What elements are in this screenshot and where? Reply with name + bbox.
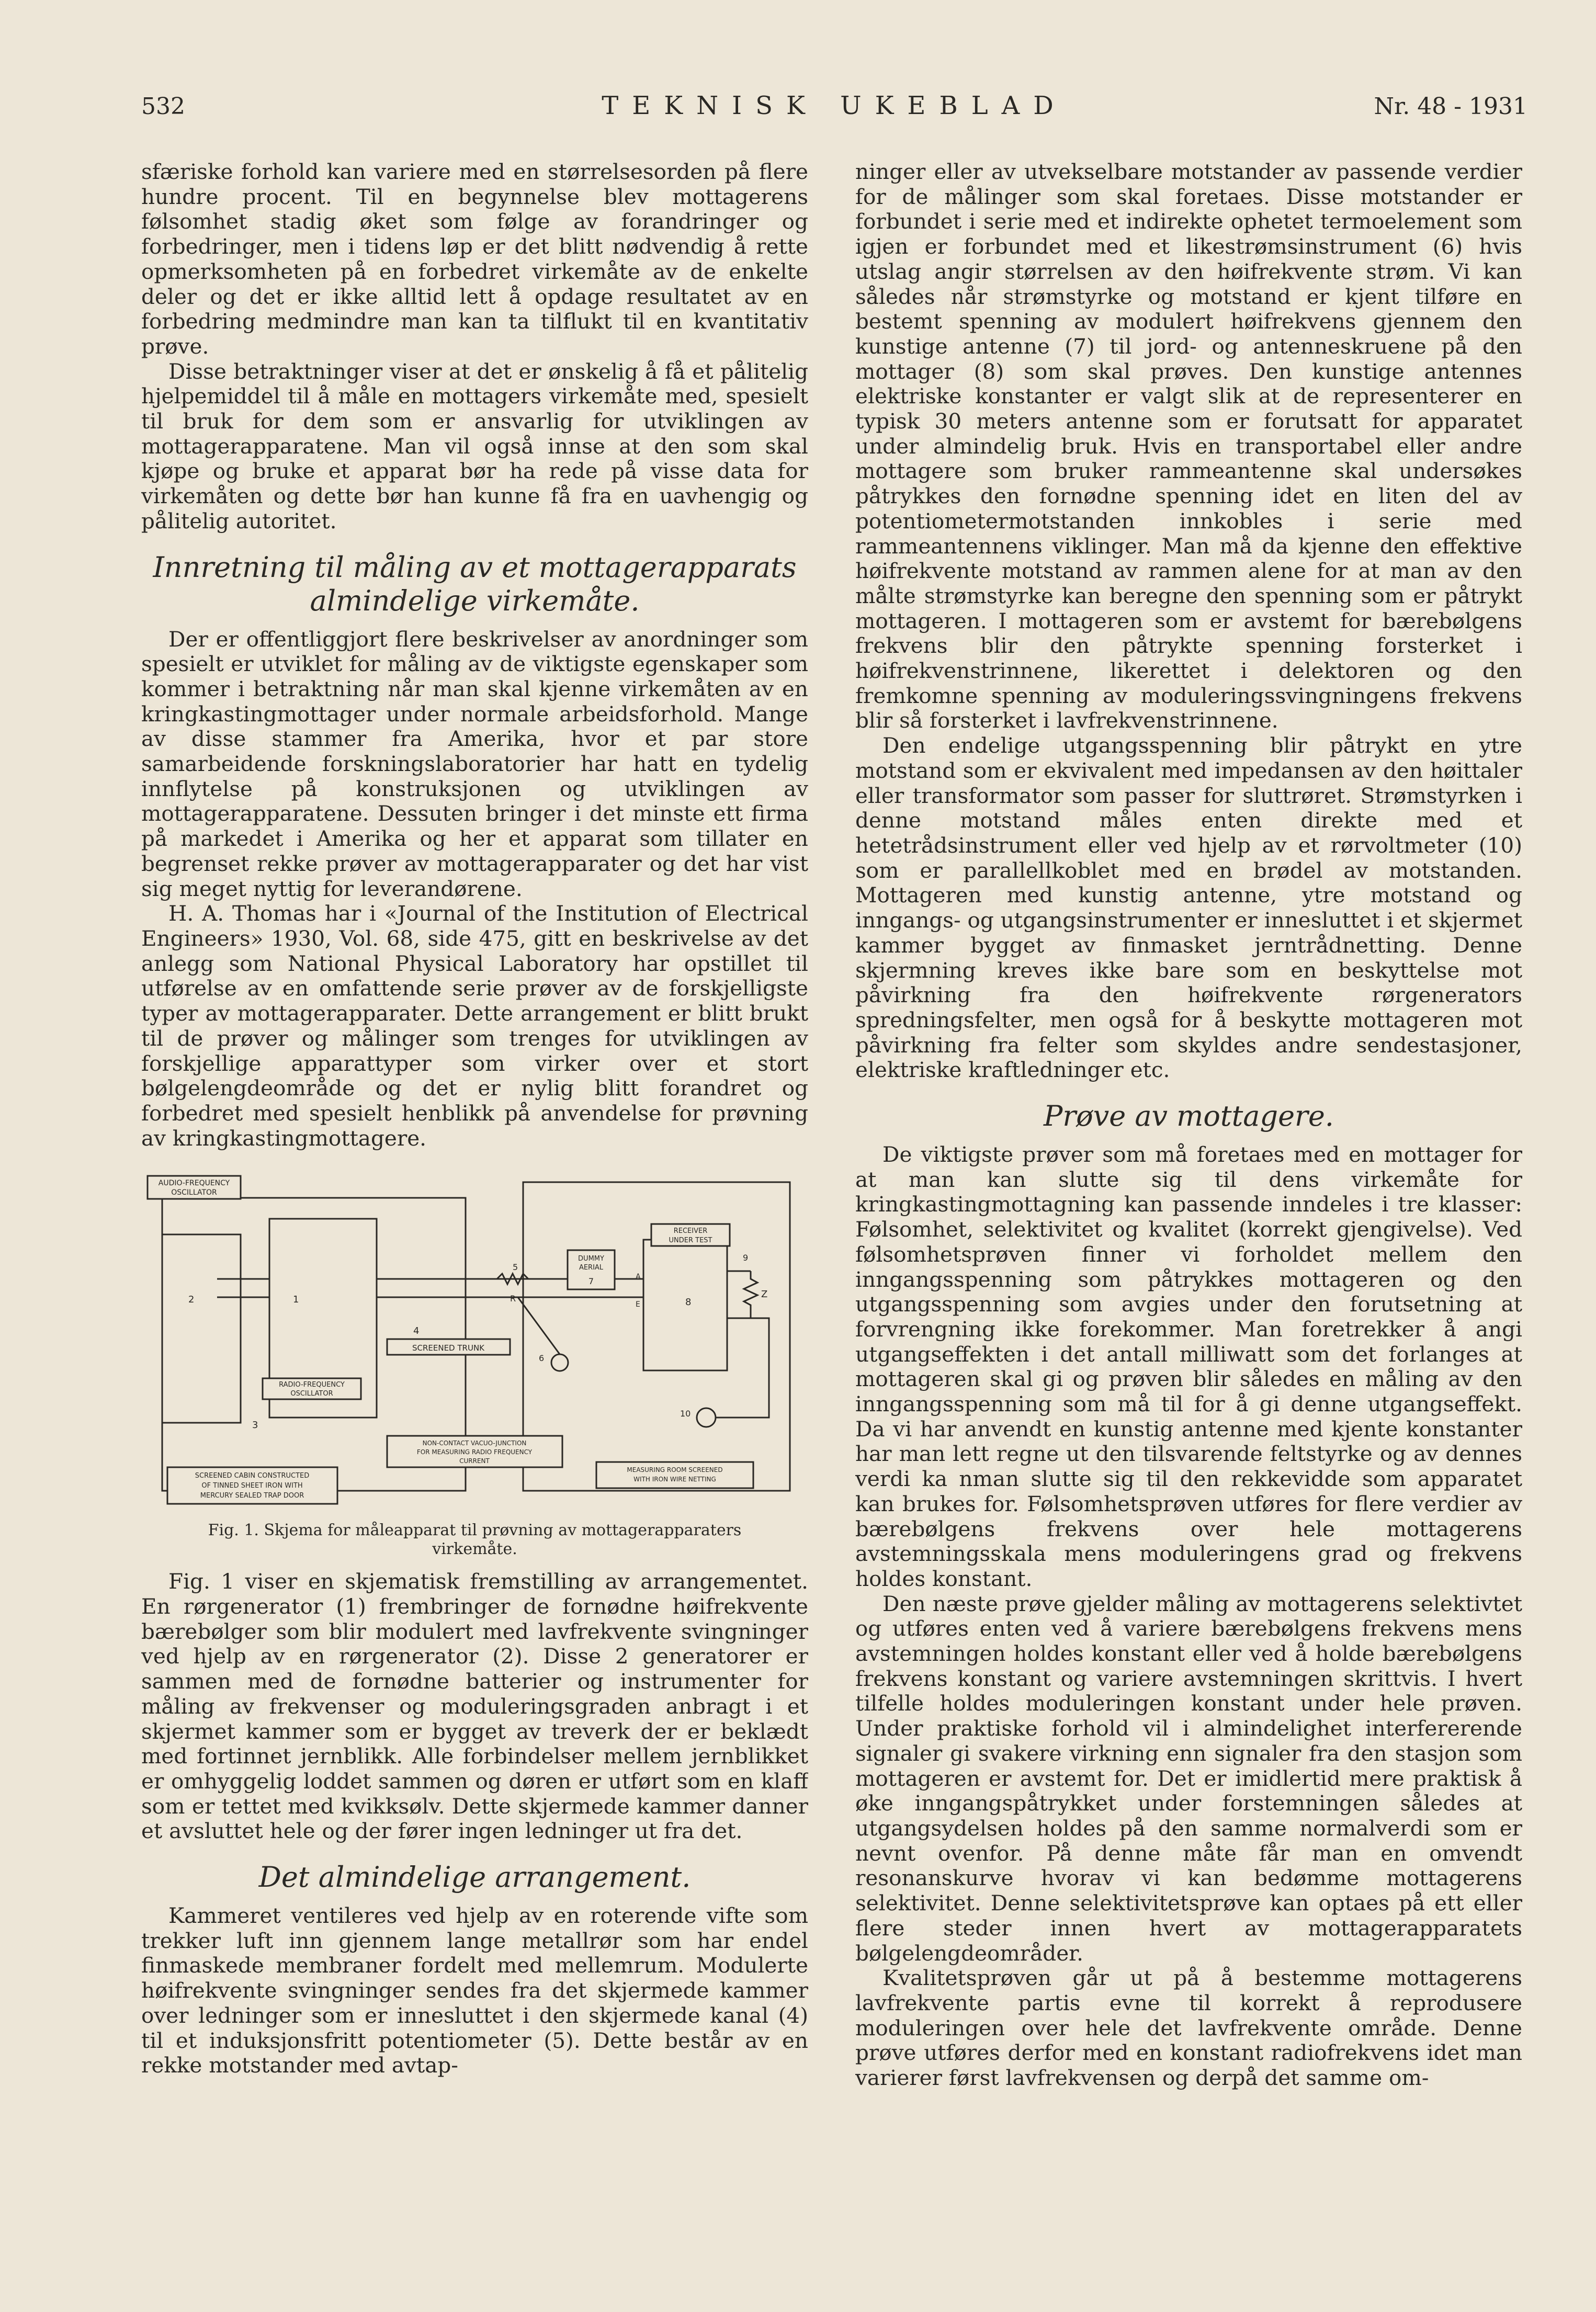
room-label: MEASURING ROOM SCREENED bbox=[627, 1466, 723, 1474]
label-9: 9 bbox=[743, 1253, 749, 1263]
right-column bbox=[855, 160, 1522, 2278]
label-1: 1 bbox=[293, 1294, 299, 1306]
dummy-aerial-label: DUMMY bbox=[578, 1255, 604, 1263]
paragraph: H. A. Thomas har i «Journal of the Institution of Electrical Engineers» 1930, Vol. 68, side 475, gitt en beskrivelse av det anlegg som National Physical Laboratory har opstillet til utførelse av en omfattende serie prøver av de forskjelligste typer av mottagerapparater. Dette arrangement er blitt brukt til de prøver og målinger som trenges for utviklingen av forskjellige apparattyper som virker over et stort bølgelengdeområde og det er nylig blitt forandret og forbedret med spesielt henblikk på anvendelse for prøvning av kringkastingmottagere. bbox=[141, 901, 808, 1151]
section-heading: Det almindelige arrangement. bbox=[258, 1861, 691, 1894]
paragraph: Kammeret ventileres ved hjelp av en roterende vifte som trekker luft inn gjennem lange metallrør som har endel finmaskede membraner fordelt med mellemrum. Modulerte høifrekvente svingninger sendes fra det skjermede kammer over ledninger som er innesluttet i den skjermede kanal (4) til et induksjonsfritt potentiometer (5). Dette består av en rekke motstander med avtap- bbox=[141, 1903, 808, 2078]
potentiometer-label: NON-CONTACT VACUO-JUNCTION bbox=[422, 1440, 527, 1447]
cabin-label: SCREENED CABIN CONSTRUCTED bbox=[195, 1472, 310, 1480]
left-column bbox=[141, 160, 808, 2278]
paragraph: sfæriske forhold kan variere med en størrelsesorden på flere hundre procent. Til en begynnelse blev mottagerens følsomhet stadig øket som følge av forandringer og forbedringer, men i tidens løp er det blitt nødvendig å rette opmerksomheten på en forbedret virkemåte av de enkelte deler og det er ikke alltid lett å opdage resultatet av en forbedring medmindre man kan ta tilflukt til en kvantitativ prøve. bbox=[141, 160, 808, 359]
audio-oscillator-label: AUDIO-FREQUENCY bbox=[158, 1179, 230, 1188]
label-3: 3 bbox=[252, 1420, 258, 1431]
journal-title: TEKNISK UKEBLAD bbox=[602, 91, 1067, 120]
paragraph: ninger eller av utvekselbare motstander av passende verdier for de målinger som skal foretaes. Disse motstander er forbundet i serie med et indirekte ophetet termoelement som igjen er forbundet med et likestrømsinstrument (6) hvis utslag angir størrelsen av den høifrekvente strøm. Vi kan således når strømstyrke og motstand er kjent tilføre en bestemt spenning av modulert høifrekvens gjennem den kunstige antenne (7) til jord- og antenneskruene på den mottager (8) som skal prøves. Den kunstige antennes elektriske konstanter er valgt slik at de representerer en typisk 30 meters antenne som er forutsatt for apparatet under almindelig bruk. Hvis en transportabel eller andre mottagere som bruker rammeantenne skal undersøkes påtrykkes den fornødne spenning idet en liten del av potentiometermotstanden innkobles i serie med rammeantennens viklinger. Man må da kjenne den effektive høifrekvente motstand av rammen alene for at man av den målte strømstyrke kan beregne den spenning som er påtrykt mottageren. I mottageren som er avstemt for bærebølgens frekvens blir den påtrykte spenning forsterket i høifrekvenstrinnene, likerettet i delektoren og den fremkomne spenning av moduleringssvingningens frekvens blir så forsterket i lavfrekvenstrinnene. bbox=[855, 160, 1522, 733]
label-6: 6 bbox=[539, 1353, 545, 1364]
label-5: 5 bbox=[513, 1262, 518, 1273]
cabin-label: OF TINNED SHEET IRON WITH bbox=[201, 1482, 303, 1490]
issue-number: Nr. 48 - 1931 bbox=[1374, 93, 1527, 120]
label-r: R bbox=[510, 1294, 516, 1304]
potentiometer-label: CURRENT bbox=[459, 1457, 490, 1465]
label-a: A bbox=[636, 1273, 641, 1282]
paragraph: Der er offentliggjort flere beskrivelser av anordninger som spesielt er utviklet for måling av de viktigste egenskaper som kommer i betraktning når man skal kjenne virkemåten av en kringkastingmottager under normale arbeidsforhold. Mange av disse stammer fra Amerika, hvor et par store samarbeidende forskningslaboratorier har hatt en tydelig innflytelse på konstruksjonen og utviklingen av mottagerapparatene. Dessuten bringer i det minste ett firma på markedet i Amerika og her et apparat som tillater en begrenset rekke prøver av mottagerapparater og det har vist sig meget nyttig for leverandørene. bbox=[141, 626, 808, 901]
receiver-label: UNDER TEST bbox=[669, 1237, 712, 1245]
audio-oscillator-label: OSCILLATOR bbox=[171, 1188, 217, 1197]
figure-caption: Fig. 1. Skjema for måleapparat til prøvning av mottagerapparaters virkemåte. bbox=[208, 1521, 742, 1559]
running-header bbox=[141, 88, 1527, 130]
valve-voltmeter-10 bbox=[697, 1408, 716, 1427]
circuit-diagram bbox=[141, 1166, 808, 1517]
potentiometer-label: FOR MEASURING RADIO FREQUENCY bbox=[416, 1448, 533, 1456]
paragraph: De viktigste prøver som må foretaes med en mottager for at man kan slutte sig til dens virkemåte for kringkastingmottagning kan passende inndeles i tre klasser: Følsomhet, selektivitet og kvalitet (korrekt gjengivelse). Ved følsomhetsprøven finner vi forholdet mellem den inngangsspenning som påtrykkes mottageren og den utgangsspenning som avgies under den forutsetning at forvrengning ikke forekommer. Man foretrekker å angi utgangseffekten i det antall milliwatt som det forlanges at mottageren skal gi og prøven blir således en måling av den inngangsspenning som må til for å gi denne utgangseffekt. Da vi har anvendt en kunstig antenne med kjente konstanter har man lett regne ut den tilsvarende feltstyrke og av dennes verdi ka nman slutte sig til den rekkevidde som apparatet kan brukes for. Følsomhetsprøven utføres for flere verdier av bærebølgens frekvens over hele mottagerens avstemningsskala mens moduleringens grad og frekvens holdes konstant. bbox=[855, 1142, 1522, 1591]
figure-1 bbox=[141, 1166, 808, 1559]
trunk-label: SCREENED TRUNK bbox=[412, 1343, 485, 1353]
room-label: WITH IRON WIRE NETTING bbox=[633, 1476, 716, 1483]
section-heading: Prøve av mottagere. bbox=[1044, 1100, 1334, 1133]
label-e: E bbox=[636, 1300, 640, 1309]
label-2: 2 bbox=[188, 1294, 195, 1306]
label-8: 8 bbox=[685, 1297, 692, 1308]
generator-2 bbox=[162, 1234, 241, 1423]
section-heading: Innretning til måling av et mottagerapparats almindelige virkemåte. bbox=[153, 550, 797, 617]
rf-oscillator-label: RADIO-FREQUENCY bbox=[279, 1381, 345, 1389]
label-z: Z bbox=[761, 1289, 768, 1300]
meter-6 bbox=[551, 1354, 568, 1371]
receiver-label: RECEIVER bbox=[673, 1227, 708, 1236]
label-4: 4 bbox=[413, 1325, 420, 1337]
rf-oscillator-label: OSCILLATOR bbox=[290, 1390, 333, 1398]
label-10: 10 bbox=[680, 1409, 691, 1419]
paragraph: Fig. 1 viser en skjematisk fremstilling av arrangementet. En rørgenerator (1) frembringer de fornødne høifrekvente bærebølger som blir modulert med lavfrekvente svingninger ved hjelp av en rørgenerator (2). Disse 2 generatorer er sammen med de fornødne batterier og instrumenter for måling av frekvenser og moduleringsgraden anbragt i et skjermet kammer som er bygget av treverk der er beklædt med fortinnet jernblikk. Alle forbindelser mellem jernblikket er omhyggelig loddet sammen og døren er utført som en klaff som er tettet med kvikksølv. Dette skjermede kammer danner et avsluttet hele og der fører ingen ledninger ut fra det. bbox=[141, 1569, 808, 1844]
paragraph: Den næste prøve gjelder måling av mottagerens selektivtet og utføres enten ved å variere bærebølgens frekvens mens avstemningen holdes konstant eller ved å holde bærebølgens frekvens konstant og variere avstemningen skrittvis. I hvert tilfelle holdes moduleringen konstant under hele prøven. Under praktiske forhold vil i almindelighet interfererende signaler gi svakere virkning enn signaler fra den stasjon som mottageren er avstemt for. Det er imidlertid mere praktisk å øke inngangspåtrykket under forstemningen således at utgangsydelsen holdes på den samme normalverdi som er nevnt ovenfor. På denne måte får man en omvendt resonanskurve hvorav vi kan bedømme mottagerens selektivitet. Denne selektivitetsprøve kan optaes på ett eller flere steder innen hvert av mottagerapparatets bølgelengdeområder. bbox=[855, 1591, 1522, 1966]
label-7: 7 bbox=[588, 1276, 594, 1287]
cabin-label: MERCURY SEALED TRAP DOOR bbox=[200, 1492, 304, 1500]
paragraph: Den endelige utgangsspenning blir påtrykt en ytre motstand som er ekvivalent med impedansen av den høittaler eller transformator som passer for sluttrøret. Strømstyrken i denne motstand måles enten direkte med et hetetrådsinstrument eller ved hjelp av et rørvoltmeter (10) som er parallellkoblet med en brødel av motstanden. Mottageren med kunstig antenne, ytre motstand og inngangs- og utgangsinstrumenter er innesluttet i et skjermet kammer bygget av finmasket jerntrådnetting. Denne skjermning kreves ikke bare som en beskyttelse mot påvirkning fra den høifrekvente rørgenerators spredningsfelter, men også for å beskytte mottageren mot påvirkning fra felter som skyldes andre sendestasjoner, elektriske kraftledninger etc. bbox=[855, 733, 1522, 1083]
dummy-aerial-label: AERIAL bbox=[579, 1264, 604, 1272]
paragraph: Disse betraktninger viser at det er ønskelig å få et pålitelig hjelpemiddel til å måle en mottagers virkemåte med, spesielt til bruk for dem som er ansvarlig for utviklingen av mottagerapparatene. Man vil også innse at den som skal kjøpe og bruke et apparat bør ha rede på visse data for virkemåten og dette bør han kunne få fra en uavhengig og pålitelig autoritet. bbox=[141, 358, 808, 534]
paragraph: Kvalitetsprøven går ut på å bestemme mottagerens lavfrekvente partis evne til korrekt å reprodusere moduleringen over hele det lavfrekvente område. Denne prøve utføres derfor med en konstant radiofrekvens idet man varierer først lavfrekvensen og derpå det samme om- bbox=[855, 1965, 1522, 2091]
page-number: 532 bbox=[141, 93, 185, 120]
